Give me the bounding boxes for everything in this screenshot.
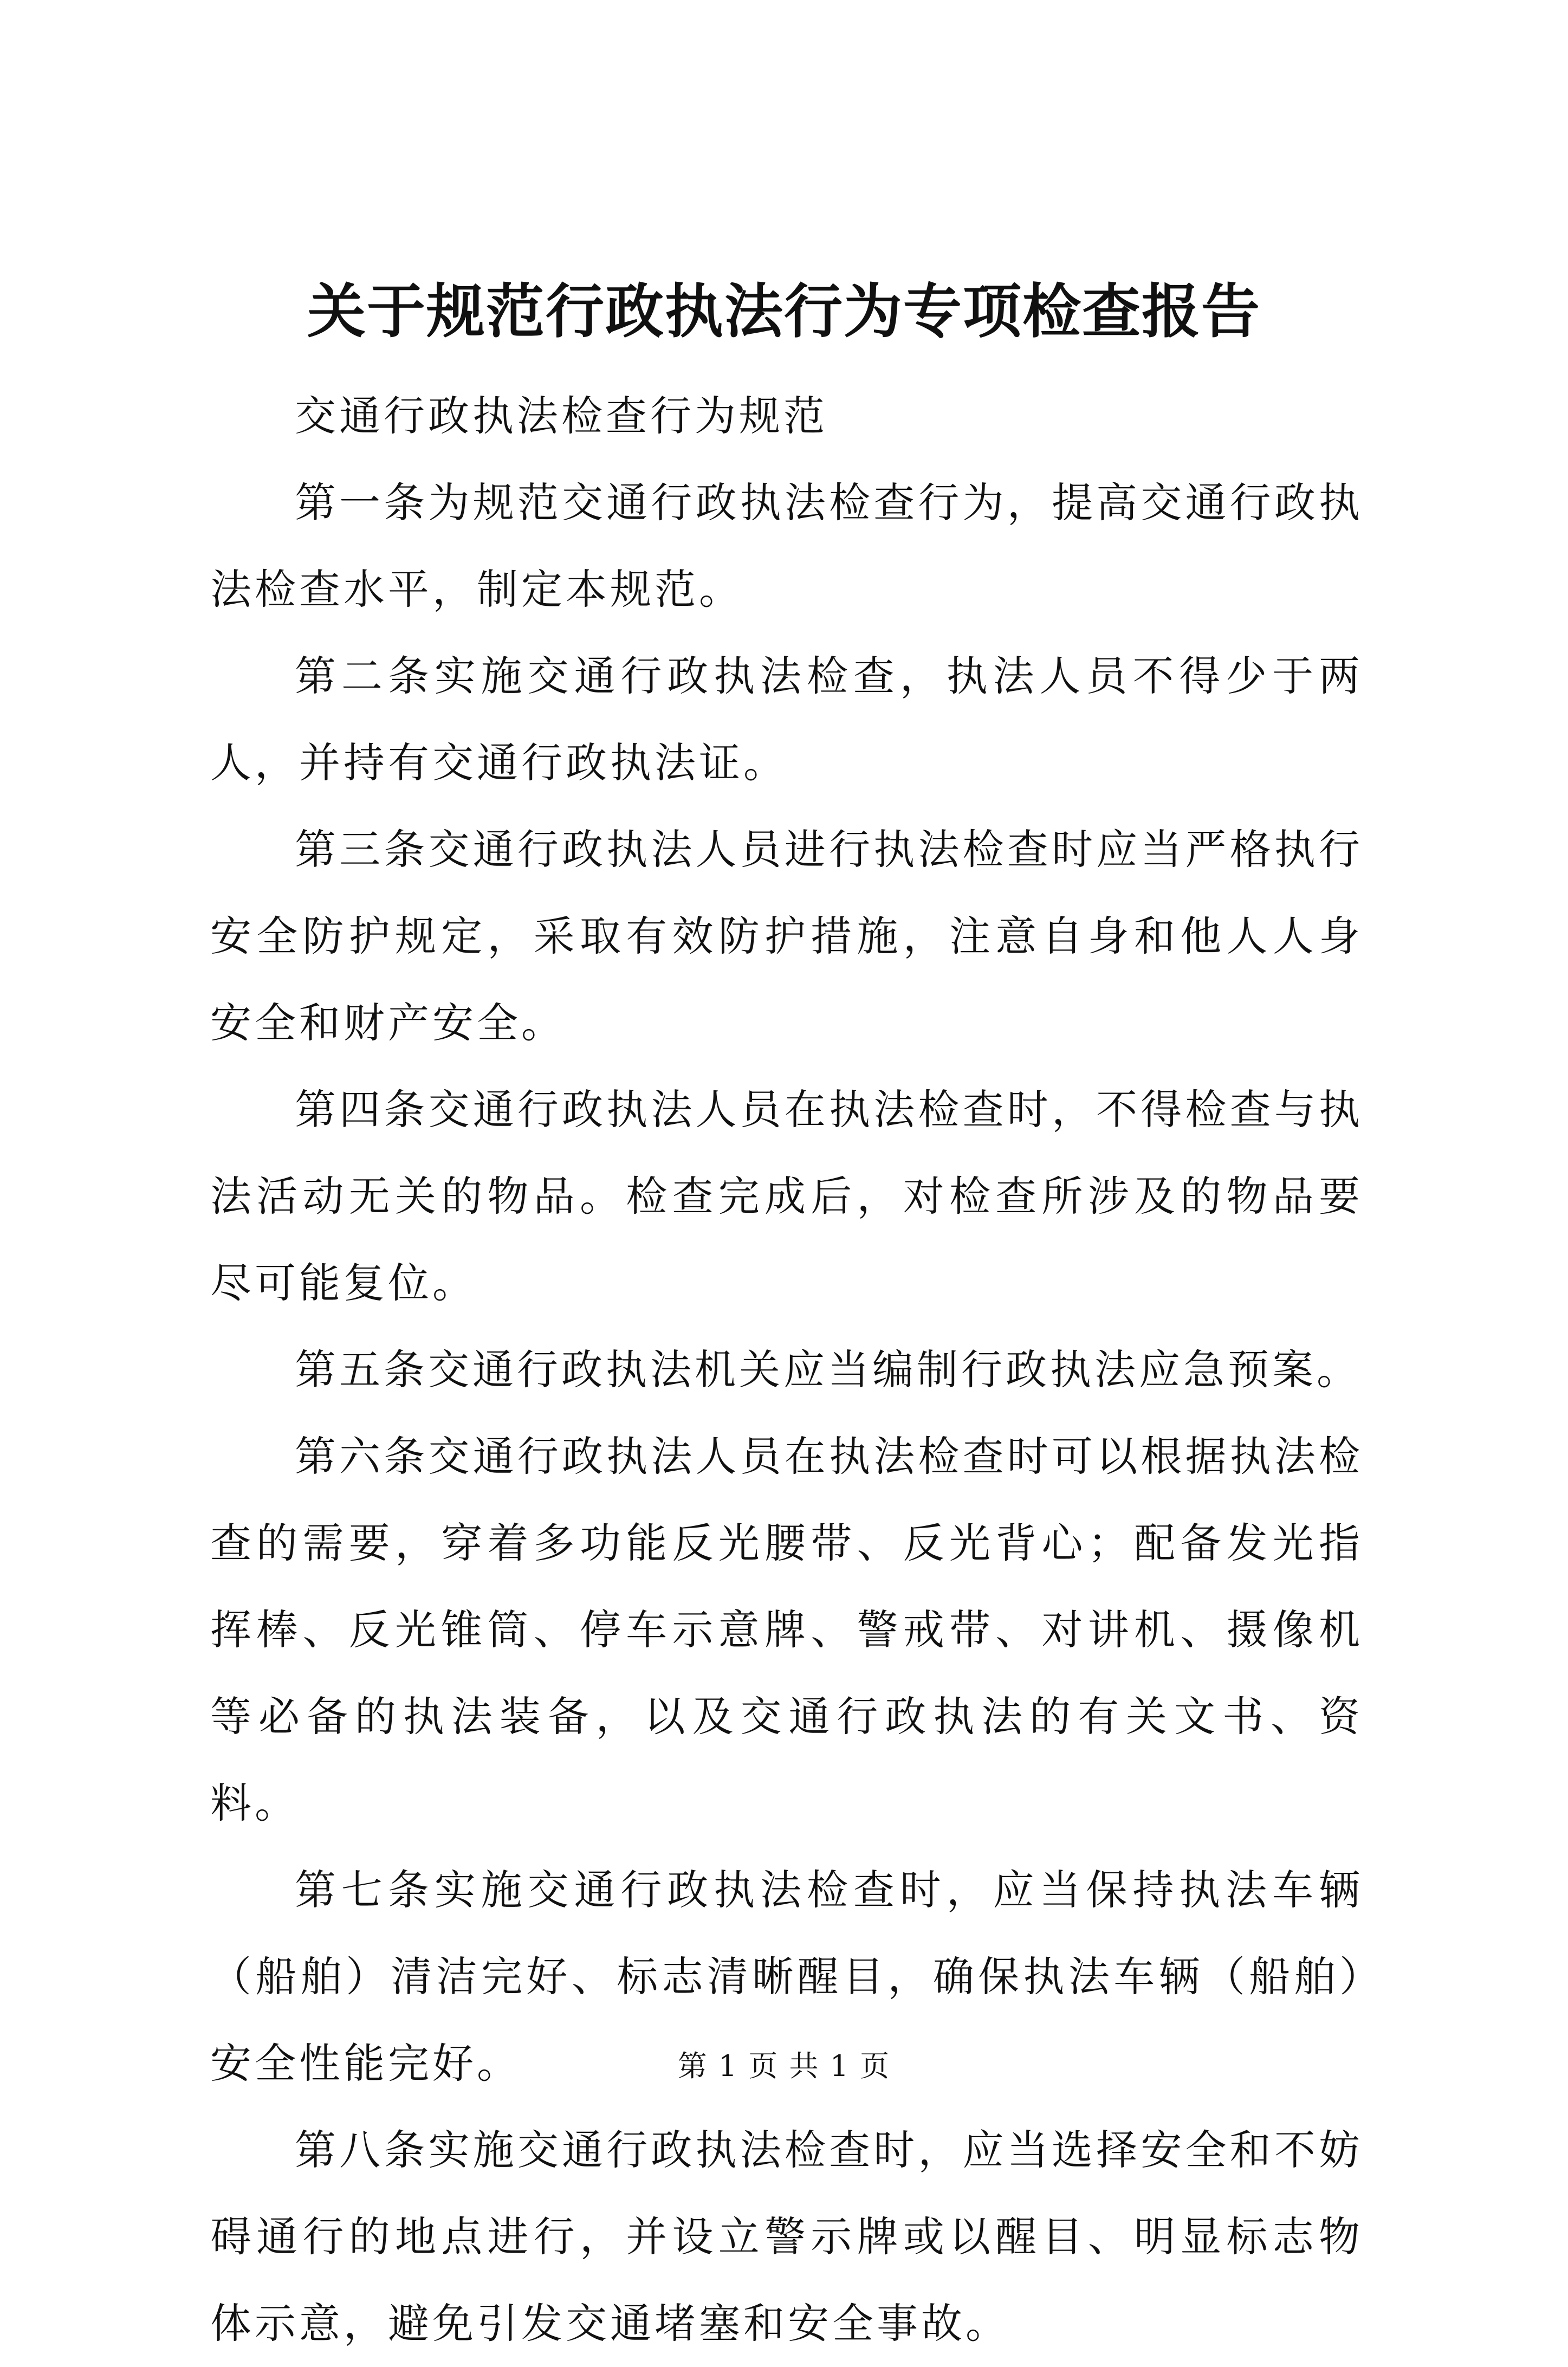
article-6: 第六条交通行政执法人员在执法检查时可以根据执法检查的需要，穿着多功能反光腰带、反光背心；配备发光指挥棒、反光锥筒、停车示意牌、警戒带、对讲机、摄像机等必备的执法装备，以及交通行政执法的有关文书、资料。 [210, 1432, 1363, 1827]
article-8: 第八条实施交通行政执法检查时，应当选择安全和不妨碍通行的地点进行，并设立警示牌或以醒目、明显标志物体示意，避免引发交通堵塞和安全事故。 [210, 2126, 1363, 2347]
article-7: 第七条实施交通行政执法检查时，应当保持执法车辆（船舶）清洁完好、标志清晰醒目，确保执法车辆（船舶）安全性能完好。 [210, 1866, 1363, 2087]
page-footer: 第 1 页 共 1 页 [677, 2049, 891, 2083]
article-4: 第四条交通行政执法人员在执法检查时，不得检查与执法活动无关的物品。检查完成后，对检查所涉及的物品要尽可能复位。 [210, 1085, 1363, 1307]
article-3: 第三条交通行政执法人员进行执法检查时应当严格执行安全防护规定，采取有效防护措施，注意自身和他人人身安全和财产安全。 [210, 825, 1363, 1047]
article-1: 第一条为规范交通行政执法检查行为，提高交通行政执法检查水平，制定本规范。 [210, 478, 1363, 613]
article-5: 第五条交通行政执法机关应当编制行政执法应急预案。 [295, 1346, 1361, 1394]
document-title: 关于规范行政执法行为专项检查报告 [307, 277, 1261, 346]
subtitle-line: 交通行政执法检查行为规范 [295, 392, 828, 440]
article-2: 第二条实施交通行政执法检查，执法人员不得少于两人，并持有交通行政执法证。 [210, 652, 1363, 787]
